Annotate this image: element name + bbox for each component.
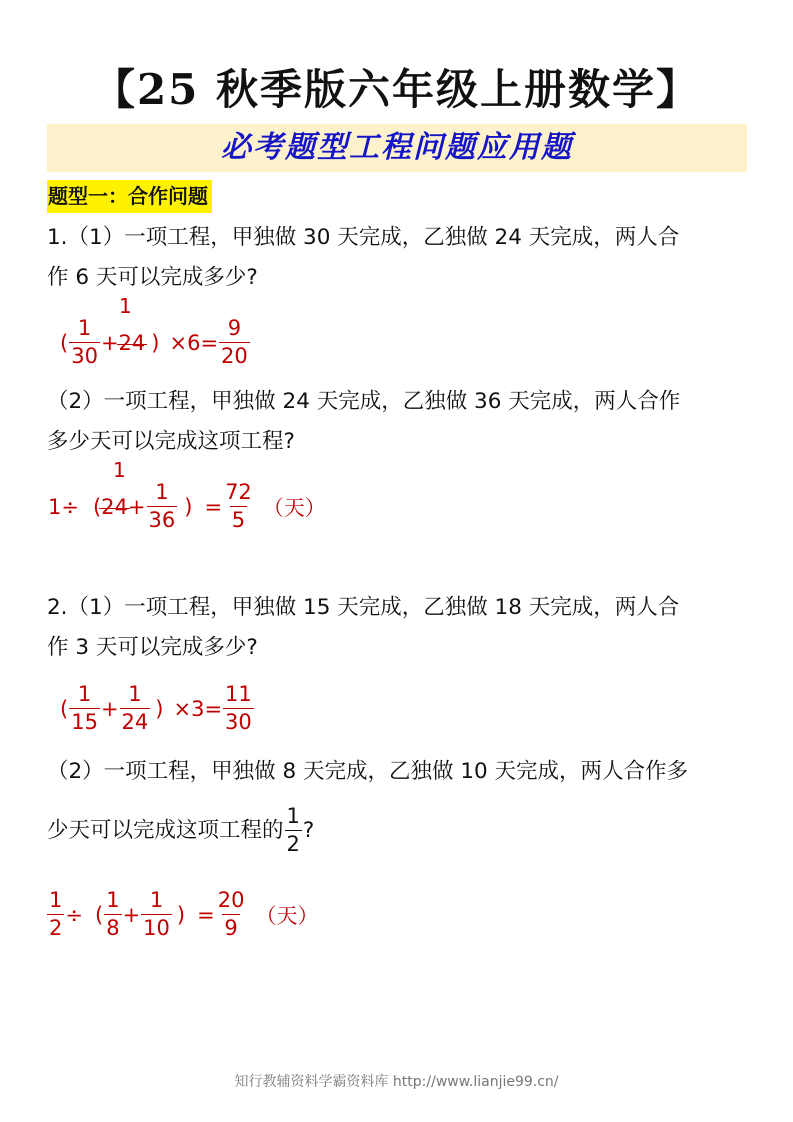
result-fraction [223,684,254,733]
open-paren: ( [94,902,104,927]
close-paren: ) [151,330,160,355]
result-fraction [216,890,247,939]
denominator: 10 [143,916,170,940]
denominator: 9 [224,916,238,940]
denominator: 30 [225,710,252,734]
numerator: 72 [225,480,252,504]
plus-sign: + [100,330,119,355]
close-paren: ) [155,696,164,721]
q2-answer1 [60,684,255,733]
denominator: 2 [49,916,63,940]
times-expression: ×3= [173,696,223,721]
plus-sign: + [100,696,119,721]
numerator: 1 [77,316,92,340]
q2-part1 [47,588,752,668]
plus-sign: + [122,902,141,927]
numerator: 1 [149,888,164,912]
q1-part1-line1: 1.（1）一项工程，甲独做 30 天完成，乙独做 24 天完成，两人合 [47,225,680,250]
q1-part1-line2: 作 6 天可以完成多少? [47,265,258,290]
q1-part1 [47,218,752,298]
q2-part1-line1: 2.（1）一项工程，甲独做 15 天完成，乙独做 18 天完成，两人合 [47,595,680,620]
numerator: 1 [128,682,142,706]
equals-sign: = [197,902,215,927]
fraction [47,890,64,939]
fraction [285,806,302,855]
denominator: 20 [221,344,248,368]
footer-watermark: 知行教辅资料学霸资料库 http://www.lianjie99.cn/ [234,1074,559,1090]
denominator: 36 [148,508,176,532]
numerator: 1 [77,682,92,706]
q1-answer2 [48,482,326,531]
numerator: 20 [217,888,245,912]
open-paren: ( [92,494,102,519]
result-fraction [219,318,250,367]
close-paren: ) [176,902,186,927]
section-heading: 题型一：合作问题 [47,180,212,213]
q1-part2 [47,382,752,462]
fraction [69,684,100,733]
numerator: 9 [227,316,242,340]
q2-part2-text: 少天可以完成这项工程的 [47,817,284,843]
numerator: 1 [155,480,169,504]
numerator: 1 [286,804,300,828]
fraction [69,318,100,367]
struck-number: 24 [118,330,146,355]
denominator: 2 [286,832,300,856]
fraction [120,684,151,733]
open-paren: ( [60,696,69,721]
denominator: 15 [71,710,98,734]
fraction [141,890,172,939]
result-fraction [223,482,254,531]
q2-answer2 [46,890,318,939]
fraction [147,482,178,531]
plus-sign: + [127,494,146,519]
question-mark: ? [302,817,315,843]
unit-label: （天） [255,903,319,928]
q1-part2-line1: （2）一项工程，甲独做 24 天完成，乙独做 36 天完成，两人合作 [47,389,681,414]
struck-number: 24 [101,494,128,519]
denominator: 24 [121,710,149,734]
q1-part2-line2: 多少天可以完成这项工程? [47,429,295,454]
correction-number: 1 [119,294,132,318]
fraction [104,890,121,939]
division-lead: 1÷ [48,494,79,519]
equals-sign: = [204,494,223,519]
denominator: 8 [106,916,120,940]
division-sign: ÷ [65,902,83,927]
numerator: 1 [106,888,120,912]
q2-part2-line2 [47,806,752,855]
close-paren: ) [184,494,193,519]
subtitle: 必考题型工程问题应用题 [221,130,573,165]
correction-number: 1 [113,458,126,482]
numerator: 11 [225,682,252,706]
denominator: 30 [71,344,98,368]
q2-part1-line2: 作 3 天可以完成多少? [47,635,258,660]
numerator: 1 [49,888,63,912]
open-paren: ( [60,330,69,355]
q1-answer1 [60,318,251,367]
q2-part2-line1: （2）一项工程，甲独做 8 天完成，乙独做 10 天完成，两人合作多 [47,759,689,784]
unit-label: （天） [262,495,326,520]
denominator: 5 [231,508,246,532]
page-title: 【25 秋季版六年级上册数学】 [92,65,701,114]
times-expression: ×6= [169,330,219,355]
